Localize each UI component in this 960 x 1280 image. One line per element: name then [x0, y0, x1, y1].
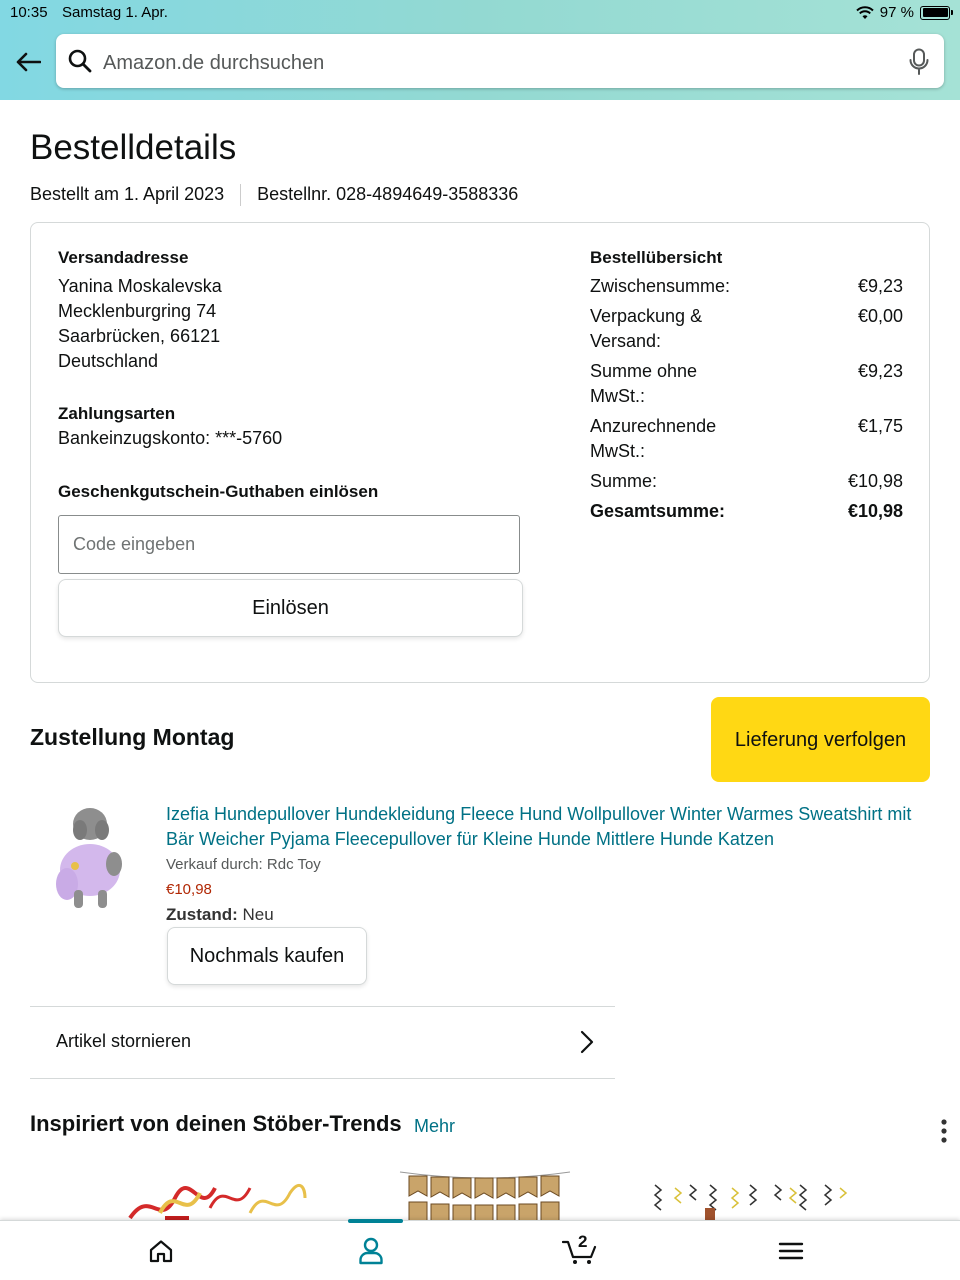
delivery-heading: Zustellung Montag [30, 724, 235, 750]
summary-label: Verpackung & Versand: [590, 306, 703, 351]
product-title-link[interactable]: Izefia Hundepullover Hundekleidung Fleece Hund Wollpullover Winter Warmes Sweatshirt mit Bär Weicher Pyjama Fleecepullover für Kleine Hunde Mittlere Hunde Katzen [166, 804, 912, 849]
search-bar[interactable] [56, 34, 944, 88]
product-condition [166, 905, 274, 925]
redeem-button[interactable]: Einlösen [58, 579, 523, 637]
kebab-menu-icon[interactable] [940, 1118, 948, 1144]
battery-icon [920, 6, 950, 20]
gift-code-input[interactable]: Code eingeben [58, 515, 520, 574]
cart-count-badge: 2 [578, 1232, 588, 1251]
payment-method: Bankeinzugskonto: ***-5760 [58, 428, 283, 448]
summary-value: €10,98 [847, 471, 903, 491]
more-link[interactable]: Mehr [414, 1116, 456, 1136]
battery-percent: 97 % [879, 4, 914, 21]
microphone-icon[interactable] [908, 48, 930, 76]
address-line: Mecklenburgring 74 [58, 301, 217, 321]
status-bar [0, 0, 960, 26]
cancel-items-row[interactable] [30, 1006, 615, 1079]
status-right [856, 4, 950, 21]
tab-home[interactable] [111, 1221, 211, 1280]
summary-row [590, 274, 903, 299]
summary-row [590, 304, 903, 354]
tab-menu[interactable] [741, 1221, 841, 1280]
track-package-button[interactable]: Lieferung verfolgen [711, 697, 930, 782]
wifi-icon [856, 6, 874, 20]
summary-label: Anzurechnende MwSt.: [590, 416, 717, 461]
product-price: €10,98 [166, 881, 212, 898]
summary-value: €10,98 [847, 501, 903, 521]
condition-value: Neu [237, 905, 274, 924]
recommendation-thumbnail[interactable] [650, 1180, 850, 1220]
summary-label: Summe: [590, 471, 658, 491]
page-title: Bestelldetails [30, 128, 237, 167]
shipping-address [58, 245, 222, 374]
summary-value: €9,23 [857, 276, 903, 296]
search-input[interactable]: Amazon.de durchsuchen [103, 52, 325, 74]
address-line: Deutschland [58, 351, 159, 371]
gift-card-heading: Geschenkgutschein-Guthaben einlösen [58, 482, 379, 501]
recommendation-thumbnail[interactable] [120, 1168, 310, 1220]
bottom-tab-bar [0, 1220, 960, 1280]
status-date: Samstag 1. Apr. [62, 4, 168, 21]
summary-row [590, 414, 903, 464]
condition-label: Zustand: [166, 905, 238, 924]
summary-row [590, 469, 903, 494]
status-time: 10:35 [10, 4, 48, 21]
home-icon [148, 1239, 174, 1263]
summary-value: €1,75 [857, 416, 903, 436]
summary-value: €9,23 [857, 361, 903, 381]
recommendation-strip [0, 1160, 960, 1220]
tab-account[interactable] [321, 1221, 421, 1280]
summary-label: Gesamtsumme: [590, 501, 726, 521]
recommendation-thumbnail[interactable] [395, 1168, 575, 1220]
buy-again-button[interactable]: Nochmals kaufen [167, 927, 367, 985]
order-meta [30, 184, 518, 206]
summary-total-row [590, 499, 903, 524]
meta-divider [240, 184, 241, 206]
order-number: Bestellnr. 028-4894649-3588336 [257, 184, 519, 204]
inspired-heading: Inspiriert von deinen Stöber-Trends [30, 1111, 402, 1136]
order-date: Bestellt am 1. April 2023 [30, 184, 225, 204]
hamburger-menu-icon [778, 1241, 804, 1261]
order-details-card [30, 222, 930, 683]
payment-methods [58, 401, 282, 451]
back-button[interactable] [12, 46, 44, 78]
chevron-right-icon [579, 1029, 595, 1055]
shipping-heading: Versandadresse [58, 248, 189, 267]
summary-value: €0,00 [857, 306, 903, 326]
summary-label: Zwischensumme: [590, 276, 731, 296]
order-summary [590, 245, 903, 529]
address-line: Saarbrücken, 66121 [58, 326, 221, 346]
search-icon [68, 49, 92, 73]
summary-row [590, 359, 903, 409]
summary-heading: Bestellübersicht [590, 248, 723, 267]
account-icon [358, 1237, 384, 1265]
summary-label: Summe ohne MwSt.: [590, 361, 698, 406]
product-image[interactable] [50, 804, 130, 914]
payment-heading: Zahlungsarten [58, 404, 176, 423]
cancel-items-label: Artikel stornieren [56, 1031, 192, 1051]
back-arrow-icon [15, 52, 41, 72]
header [0, 0, 960, 100]
product-seller: Verkauf durch: Rdc Toy [166, 856, 321, 873]
address-line: Yanina Moskalevska [58, 276, 222, 296]
